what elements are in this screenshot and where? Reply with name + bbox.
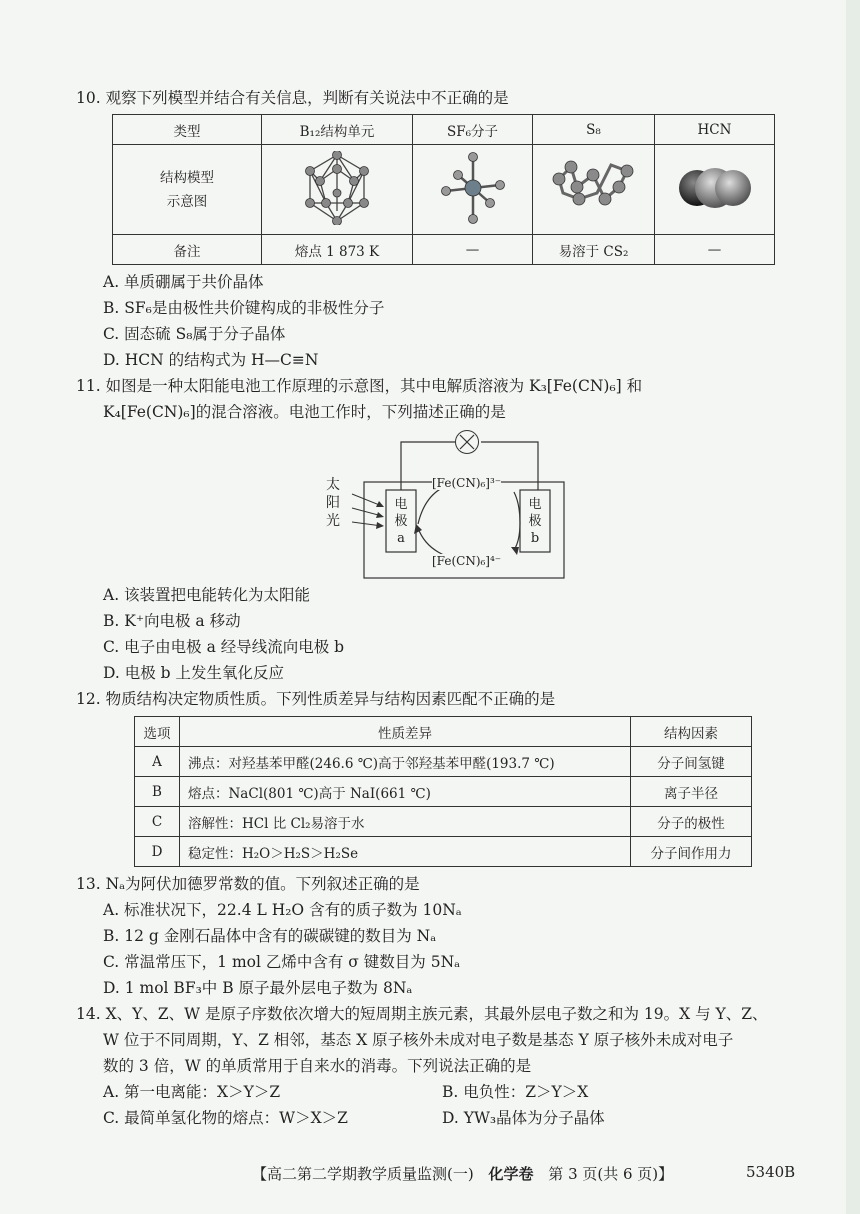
q10-model-label-2: 示意图: [166, 193, 208, 210]
q11-option-c: C. 电子由电极 a 经导线流向电极 b: [103, 638, 345, 656]
q12-row-a-factor: 分子间氢键: [631, 747, 752, 777]
q10-row-model-label: [113, 145, 262, 235]
ion-top-label: [Fe(CN)₆]³⁻: [432, 476, 502, 490]
page-edge: [846, 0, 860, 1214]
q10-header-b12: B₁₂结构单元: [262, 115, 413, 145]
electrode-b-char-1: 电: [528, 497, 542, 512]
electrode-b-char-2: 极: [528, 514, 542, 529]
s8-ring-icon: [549, 153, 639, 223]
q14-option-a: A. 第一电离能：X＞Y＞Z: [103, 1083, 281, 1101]
q12-row-c-diff: 溶解性：HCl 比 Cl₂易溶于水: [180, 807, 631, 837]
q10-header-sf6: SF₆分子: [413, 115, 533, 145]
sunlight-label: [326, 476, 340, 530]
q10-model-label-1: 结构模型: [160, 169, 214, 186]
q10-note-sf6: —: [413, 235, 533, 265]
q14-option-d: D. YW₃晶体为分子晶体: [442, 1109, 605, 1127]
q12-row-b-opt: B: [135, 777, 180, 807]
q10-table: [112, 114, 775, 265]
hcn-model-image: [655, 145, 775, 235]
q13-option-a: A. 标准状况下，22.4 L H₂O 含有的质子数为 10Nₐ: [103, 901, 462, 919]
electrode-a-char-3: a: [397, 531, 405, 546]
q11-option-a: A. 该装置把电能转化为太阳能: [103, 586, 311, 604]
electrode-b-label: [520, 496, 550, 547]
q12-table: [134, 716, 752, 867]
q10-header-type: 类型: [113, 115, 262, 145]
sunlight-char-3: 光: [326, 513, 340, 529]
q14-stem-line1: 14. X、Y、Z、W 是原子序数依次增大的短周期主族元素，其最外层电子数之和为 19。X 与 Y、Z、: [76, 1005, 768, 1023]
solar-cell-diagram: [318, 428, 568, 580]
q14-option-b: B. 电负性：Z＞Y＞X: [442, 1083, 589, 1101]
q14-stem-line2: W 位于不同周期，Y、Z 相邻，基态 X 原子核外未成对电子数是基态 Y 原子核外未成对电子: [103, 1031, 734, 1049]
q10-note-b12: 熔点 1 873 K: [262, 235, 413, 265]
b12-model-image: [262, 145, 413, 235]
q11-stem-line2: K₄[Fe(CN)₆]的混合溶液。电池工作时，下列描述正确的是: [103, 403, 506, 421]
q11-option-d: D. 电极 b 上发生氧化反应: [103, 664, 285, 682]
footer-subject: 化学卷: [488, 1165, 534, 1183]
q10-option-a: A. 单质硼属于共价晶体: [103, 273, 264, 291]
ion-bottom-label: [Fe(CN)₆]⁴⁻: [432, 554, 502, 568]
q14-stem-line3: 数的 3 倍，W 的单质常用于自来水的消毒。下列说法正确的是: [103, 1057, 532, 1075]
electrode-a-char-1: 电: [394, 497, 408, 512]
q12-header-option: 选项: [135, 717, 180, 747]
q12-row-b-factor: 离子半径: [631, 777, 752, 807]
q10-note-hcn: —: [655, 235, 775, 265]
q12-row-b-diff: 熔点：NaCl(801 ℃)高于 NaI(661 ℃): [180, 777, 631, 807]
q12-row-d-opt: D: [135, 837, 180, 867]
q11-stem-line1: 11. 如图是一种太阳能电池工作原理的示意图，其中电解质溶液为 K₃[Fe(CN)₆] 和: [76, 377, 643, 395]
b12-icosahedron-icon: [302, 151, 372, 225]
footer-code: 5340B: [746, 1163, 796, 1181]
electrode-a-char-2: 极: [394, 514, 408, 529]
q12-row: [135, 777, 752, 807]
q12-stem: 12. 物质结构决定物质性质。下列性质差异与结构因素匹配不正确的是: [76, 690, 556, 708]
q12-header-factor: 结构因素: [631, 717, 752, 747]
electrode-a-label: [386, 496, 416, 547]
footer-page: 第 3 页(共 6 页)】: [548, 1165, 674, 1183]
q12-row-d-diff: 稳定性：H₂O＞H₂S＞H₂Se: [180, 837, 631, 867]
sunlight-char-1: 太: [326, 477, 340, 493]
q14-option-c: C. 最简单氢化物的熔点：W＞X＞Z: [103, 1109, 348, 1127]
sf6-model-image: [413, 145, 533, 235]
q11-option-b: B. K⁺向电极 a 移动: [103, 612, 241, 630]
q10-row-notes-label: 备注: [113, 235, 262, 265]
q13-stem: 13. Nₐ为阿伏加德罗常数的值。下列叙述正确的是: [76, 875, 420, 893]
footer: [252, 1163, 673, 1184]
q10-header-s8: S₈: [533, 115, 655, 145]
hcn-spacefill-icon: [675, 158, 755, 218]
q10-option-c: C. 固态硫 S₈属于分子晶体: [103, 325, 286, 343]
lamp-icon: [455, 430, 479, 454]
footer-title: 【高二第二学期教学质量监测(一): [252, 1165, 474, 1183]
q13-option-b: B. 12 g 金刚石晶体中含有的碳碳键的数目为 Nₐ: [103, 927, 437, 945]
q10-stem: 10. 观察下列模型并结合有关信息，判断有关说法中不正确的是: [76, 89, 509, 107]
q13-option-c: C. 常温常压下，1 mol 乙烯中含有 σ 键数目为 5Nₐ: [103, 953, 461, 971]
q10-option-d: D. HCN 的结构式为 H—C≡N: [103, 351, 319, 369]
q10-option-b: B. SF₆是由极性共价键构成的非极性分子: [103, 299, 385, 317]
q10-header-hcn: HCN: [655, 115, 775, 145]
q12-row-d-factor: 分子间作用力: [631, 837, 752, 867]
electrode-b-char-3: b: [530, 531, 540, 546]
q12-row: [135, 747, 752, 777]
q10-note-s8: 易溶于 CS₂: [533, 235, 655, 265]
q12-row-c-factor: 分子的极性: [631, 807, 752, 837]
q12-row: [135, 807, 752, 837]
s8-model-image: [533, 145, 655, 235]
q12-row-c-opt: C: [135, 807, 180, 837]
sf6-octahedral-icon: [438, 151, 508, 225]
q12-row-a-diff: 沸点：对羟基苯甲醛(246.6 ℃)高于邻羟基苯甲醛(193.7 ℃): [180, 747, 631, 777]
sunlight-char-2: 阳: [326, 495, 340, 511]
q13-option-d: D. 1 mol BF₃中 B 原子最外层电子数为 8Nₐ: [103, 979, 413, 997]
q12-row-a-opt: A: [135, 747, 180, 777]
q12-header-diff: 性质差异: [180, 717, 631, 747]
q12-row: [135, 837, 752, 867]
